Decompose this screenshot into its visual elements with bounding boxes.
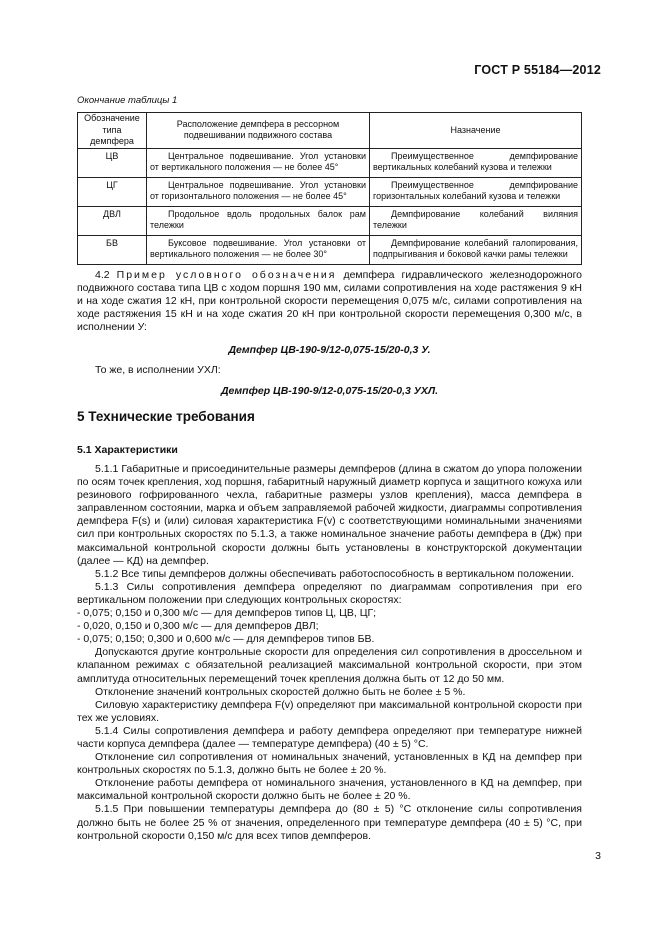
table-row bbox=[78, 148, 582, 177]
table-caption: Окончание таблицы 1 bbox=[77, 95, 178, 106]
paragraph-5-1-1: 5.1.1 Габаритные и присоединительные размеры демпферов (длина в сжатом до упора положении по осям точек крепления, ход поршня, габаритный наружный диаметр корпуса и защитного кожуха или резинового гофрированного чехла, габаритные размеры узлов крепления), масса демпфера в заправленном состоянии, марка и объем заправляемой рабочей жидкости, диаграммы сопротивления демпфера F(s) и (или) силовая характеристика F(v) с соответствующими номинальными значениями сил при контрольных скоростях по 5.1.3, а также номинальное значение работы демпфера в (Дж) при максимальной контрольной скорости должны быть установлены в конструкторской документации (далее — КД) на демпфер. bbox=[77, 463, 582, 567]
table-cell-location: Центральное подвешивание. Угол установки от горизонтального положения — не более 45° bbox=[147, 177, 370, 206]
table-row bbox=[78, 235, 582, 264]
example-code-1: Демпфер ЦВ-190-9/12-0,075-15/20-0,3 У. bbox=[228, 344, 431, 357]
example-number: 4.2 bbox=[95, 269, 110, 281]
list-item: - 0,075; 0,150; 0,300 и 0,600 м/с — для демпферов типов БВ. bbox=[77, 633, 375, 646]
table-cell-type: ЦГ bbox=[78, 177, 147, 206]
example-text: демпфера гидравлического железнодорожного подвижного состава типа ЦВ с ходом поршня 190 мм, силами сопротивления на ходе растяжения 9 кН и на ходе сжатия 12 кН, при контрольной скорости перемещения 0,075 м/с, силами сопротивления на ходе растяжения 15 кН и на ходе сжатия 20 кН при контрольной скорости перемещения 0,300 м/с, в исполнении У: bbox=[77, 269, 583, 334]
paragraph-deviation-forces: Отклонение сил сопротивления от номинальных значений, установленных в КД на демпфер при контрольных скоростях по 5.1.3, должно быть не более ± 20 %. bbox=[77, 751, 582, 777]
table-cell-purpose: Преимущественное демпфирование горизонтальных колебаний кузова и тележки bbox=[370, 177, 582, 206]
table-header-row bbox=[78, 113, 582, 149]
paragraph-force-characteristic: Силовую характеристику демпфера F(v) определяют при максимальной контрольной скорости при тех же условиях. bbox=[77, 698, 582, 724]
table-header-cell: Расположение демпфера в рессорном подвешивании подвижного состава bbox=[147, 113, 370, 149]
table-row bbox=[78, 206, 582, 235]
paragraph-5-1-3: 5.1.3 Силы сопротивления демпфера определяют по диаграммам сопротивления при его вертикальном положении при следующих контрольных скоростях: bbox=[77, 580, 582, 606]
paragraph-5-1-2: 5.1.2 Все типы демпферов должны обеспечивать работоспособность в вертикальном положении. bbox=[95, 567, 574, 580]
paragraph-allow: Допускаются другие контрольные скорости для определения сил сопротивления в дроссельном и клапанном режимах с обязательной реализацией максимальной контрольной скорости, при этом амплитуда относительных перемещений точек крепления должна быть от 12 до 50 мм. bbox=[77, 646, 582, 685]
table-row bbox=[78, 177, 582, 206]
section-body bbox=[77, 463, 582, 843]
section-title: 5 Технические требования bbox=[77, 409, 255, 424]
page-number: 3 bbox=[595, 850, 601, 862]
example-code-2: Демпфер ЦВ-190-9/12-0,075-15/20-0,3 УХЛ. bbox=[220, 384, 439, 397]
example-lead: Пример условного обозначения bbox=[116, 269, 337, 281]
example-same: То же, в исполнении УХЛ: bbox=[95, 363, 221, 376]
table-cell-type: БВ bbox=[78, 235, 147, 264]
table-cell-type: ДВЛ bbox=[78, 206, 147, 235]
subsection-title: 5.1 Характеристики bbox=[77, 444, 178, 456]
table-cell-purpose: Демпфирование колебаний виляния тележки bbox=[370, 206, 582, 235]
list-item: - 0,075; 0,150 и 0,300 м/с — для демпферов типов Ц, ЦВ, ЦГ; bbox=[77, 607, 377, 620]
paragraph-5-1-5: 5.1.5 При повышении температуры демпфера до (80 ± 5) °С отклонение силы сопротивления должно быть не более 25 % от значения, определенного при температуре демпфера (40 ± 5) °С, при контрольной скорости 0,150 м/с для всех типов демпферов. bbox=[77, 803, 582, 842]
table-cell-location: Буксовое подвешивание. Угол установки от вертикального положения — не более 30° bbox=[147, 235, 370, 264]
table-cell-purpose: Демпфирование колебаний галопирования, подпрыгивания и боковой качки рамы тележки bbox=[370, 235, 582, 264]
table-cell-location: Центральное подвешивание. Угол установки от вертикального положения — не более 45° bbox=[147, 148, 370, 177]
table-header-cell: Назначение bbox=[370, 113, 582, 149]
table-header-cell: Обозначение типа демпфера bbox=[78, 113, 147, 149]
paragraph-deviation: Отклонение значений контрольных скоростей должно быть не более ± 5 %. bbox=[95, 685, 466, 698]
damper-types-table bbox=[77, 112, 582, 265]
document-header: ГОСТ Р 55184—2012 bbox=[474, 63, 601, 77]
example-paragraph bbox=[77, 269, 582, 334]
list-item: - 0,020, 0,150 и 0,300 м/с — для демпферов ДВЛ; bbox=[77, 620, 319, 633]
example-block bbox=[77, 269, 582, 398]
paragraph-deviation-work: Отклонение работы демпфера от номинального значения, установленного в КД на демпфер, при максимальной контрольной скорости должно быть не более ± 20 %. bbox=[77, 777, 582, 803]
table-cell-type: ЦВ bbox=[78, 148, 147, 177]
table-cell-location: Продольное вдоль продольных балок рам тележки bbox=[147, 206, 370, 235]
table-cell-purpose: Преимущественное демпфирование вертикальных колебаний кузова и тележки bbox=[370, 148, 582, 177]
paragraph-5-1-4: 5.1.4 Силы сопротивления демпфера и работу демпфера определяют при температуре нижней части корпуса демпфера (далее — температуре демпфера) (40 ± 5) °С. bbox=[77, 724, 582, 750]
